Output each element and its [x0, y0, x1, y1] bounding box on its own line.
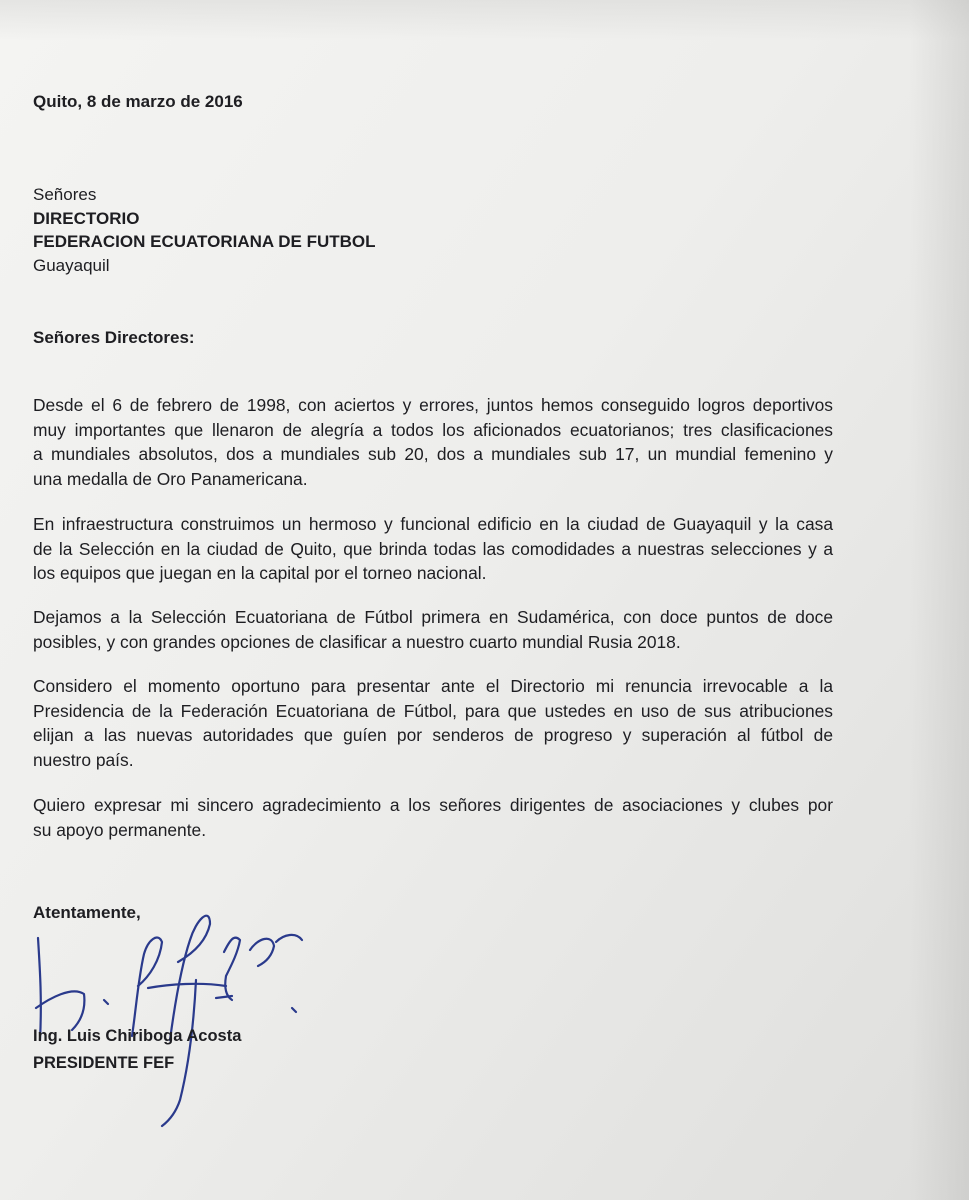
paragraph-line: los equipos que juegan en la capital por el torneo nacional.	[33, 563, 487, 583]
body-paragraph-4	[33, 674, 833, 772]
paragraph-line: Considero el momento oportuno para presentar ante el Directorio mi renuncia irrevocable a la	[33, 676, 833, 696]
paragraph-line: Quiero expresar mi sincero agradecimiento a los señores dirigentes de asociaciones y clubes por	[33, 795, 833, 815]
paragraph-line: En infraestructura construimos un hermoso y funcional edificio en la ciudad de Guayaquil y la casa	[33, 514, 833, 534]
body-paragraph-2	[33, 512, 833, 586]
paragraph-line: posibles, y con grandes opciones de clasificar a nuestro cuarto mundial Rusia 2018.	[33, 631, 681, 652]
recipient-salutation-line: Señores	[33, 185, 97, 204]
paragraph-line: Desde el 6 de febrero de 1998, con aciertos y errores, juntos hemos conseguido logros deportivos	[33, 395, 833, 415]
handwritten-signature	[20, 890, 320, 1130]
recipient-organization: FEDERACION ECUATORIANA DE FUTBOL	[33, 232, 376, 251]
letter-date: Quito, 8 de marzo de 2016	[33, 92, 243, 111]
paper-shadow-top	[0, 0, 969, 40]
recipient-city: Guayaquil	[33, 256, 110, 275]
paragraph-line: una medalla de Oro Panamericana.	[33, 468, 308, 489]
paragraph-line: su apoyo permanente.	[33, 819, 207, 840]
paragraph-line: muy importantes que llenaron de alegría a todos los aficionados ecuatorianos; tres clasificaciones	[33, 419, 833, 440]
paragraph-line: nuestro país.	[33, 749, 134, 770]
paragraph-line: Presidencia de la Federación Ecuatoriana de Fútbol, para que ustedes en uso de sus atribuciones	[33, 700, 833, 721]
body-paragraph-5	[33, 793, 833, 842]
letter-closing: Atentamente,	[33, 903, 141, 922]
signatory-name: Ing. Luis Chiriboga Acosta	[33, 1027, 242, 1045]
paragraph-line: Dejamos a la Selección Ecuatoriana de Fútbol primera en Sudamérica, con doce puntos de doce	[33, 607, 833, 627]
signatory-title: PRESIDENTE FEF	[33, 1054, 175, 1072]
body-paragraph-1	[33, 393, 833, 491]
recipient-body: DIRECTORIO	[33, 209, 140, 228]
paragraph-line: a mundiales absolutos, dos a mundiales sub 20, dos a mundiales sub 17, un mundial femenino y	[33, 444, 833, 464]
paragraph-line: de la Selección en la ciudad de Quito, que brinda todas las comodidades a nuestras selecciones y a	[33, 538, 833, 559]
body-paragraph-3	[33, 605, 833, 654]
paragraph-line: elijan a las nuevas autoridades que guíen por senderos de progreso y superación al fútbol de	[33, 725, 833, 745]
paper-shadow-right	[909, 0, 969, 1200]
letter-salutation: Señores Directores:	[33, 328, 195, 347]
